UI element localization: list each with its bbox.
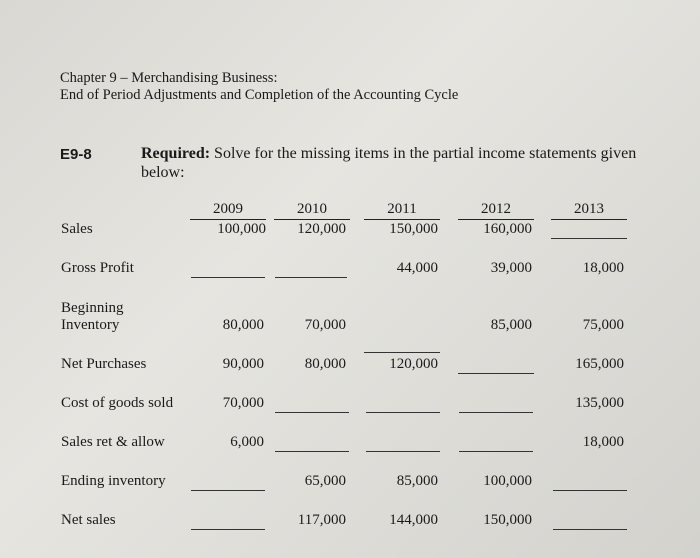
year-header-2012: 2012 bbox=[458, 201, 534, 220]
table-cell: 150,000 bbox=[389, 221, 438, 237]
table-cell: 70,000 bbox=[304, 317, 346, 333]
answer-blank bbox=[275, 277, 347, 278]
row-label-beginning-line2: Inventory bbox=[61, 317, 120, 333]
answer-blank bbox=[364, 352, 440, 353]
row-label-gross-profit: Gross Profit bbox=[61, 260, 134, 276]
table-cell: 100,000 bbox=[217, 221, 266, 237]
table-cell: 120,000 bbox=[297, 221, 346, 237]
answer-blank bbox=[458, 373, 534, 374]
table-cell: 150,000 bbox=[483, 512, 532, 528]
chapter-header bbox=[60, 70, 458, 104]
chapter-title: Chapter 9 – Merchandising Business: bbox=[60, 70, 278, 86]
row-label-sales: Sales bbox=[61, 221, 93, 237]
table-cell: 120,000 bbox=[389, 356, 438, 372]
row-label-cost-of-goods-sold: Cost of goods sold bbox=[61, 395, 174, 411]
year-header-2010: 2010 bbox=[274, 201, 350, 220]
table-cell: 160,000 bbox=[483, 221, 532, 237]
row-label-beginning-line1: Beginning bbox=[61, 300, 124, 316]
table-cell: 144,000 bbox=[389, 512, 438, 528]
chapter-subtitle: End of Period Adjustments and Completion of the Accounting Cycle bbox=[60, 87, 459, 103]
table-cell: 65,000 bbox=[304, 473, 346, 489]
table-cell: 90,000 bbox=[222, 356, 264, 372]
table-cell: 100,000 bbox=[483, 473, 532, 489]
table-cell: 85,000 bbox=[490, 317, 532, 333]
table-cell: 85,000 bbox=[396, 473, 438, 489]
answer-blank bbox=[366, 451, 440, 452]
answer-blank bbox=[459, 412, 533, 413]
answer-blank bbox=[366, 412, 440, 413]
year-header-2013: 2013 bbox=[551, 201, 627, 220]
answer-blank bbox=[191, 277, 265, 278]
answer-blank bbox=[553, 490, 627, 491]
answer-blank bbox=[275, 451, 349, 452]
row-label-beginning-inventory bbox=[61, 300, 124, 334]
row-label-net-sales: Net sales bbox=[61, 512, 116, 528]
row-label-ending-inventory: Ending inventory bbox=[61, 473, 166, 489]
table-cell: 75,000 bbox=[582, 317, 624, 333]
answer-blank bbox=[551, 238, 627, 239]
table-cell: 80,000 bbox=[304, 356, 346, 372]
table-cell: 80,000 bbox=[222, 317, 264, 333]
answer-blank bbox=[459, 451, 533, 452]
answer-blank bbox=[191, 529, 265, 530]
exercise-instructions bbox=[141, 144, 661, 182]
exercise-id: E9-8 bbox=[60, 146, 92, 163]
answer-blank bbox=[191, 490, 265, 491]
table-cell: 135,000 bbox=[575, 395, 624, 411]
year-header-2009: 2009 bbox=[190, 201, 266, 220]
table-cell: 18,000 bbox=[582, 434, 624, 450]
required-label: Required: bbox=[141, 145, 211, 162]
table-cell: 117,000 bbox=[297, 512, 346, 528]
table-cell: 6,000 bbox=[230, 434, 264, 450]
table-cell: 44,000 bbox=[396, 260, 438, 276]
answer-blank bbox=[275, 412, 349, 413]
answer-blank bbox=[553, 529, 627, 530]
table-cell: 18,000 bbox=[582, 260, 624, 276]
year-header-2011: 2011 bbox=[364, 201, 440, 220]
row-label-net-purchases: Net Purchases bbox=[61, 356, 147, 372]
table-cell: 70,000 bbox=[222, 395, 264, 411]
required-text: Solve for the missing items in the partial income statements given below: bbox=[141, 145, 637, 181]
row-label-sales-returns: Sales ret & allow bbox=[61, 434, 165, 450]
table-cell: 39,000 bbox=[490, 260, 532, 276]
table-cell: 165,000 bbox=[575, 356, 624, 372]
